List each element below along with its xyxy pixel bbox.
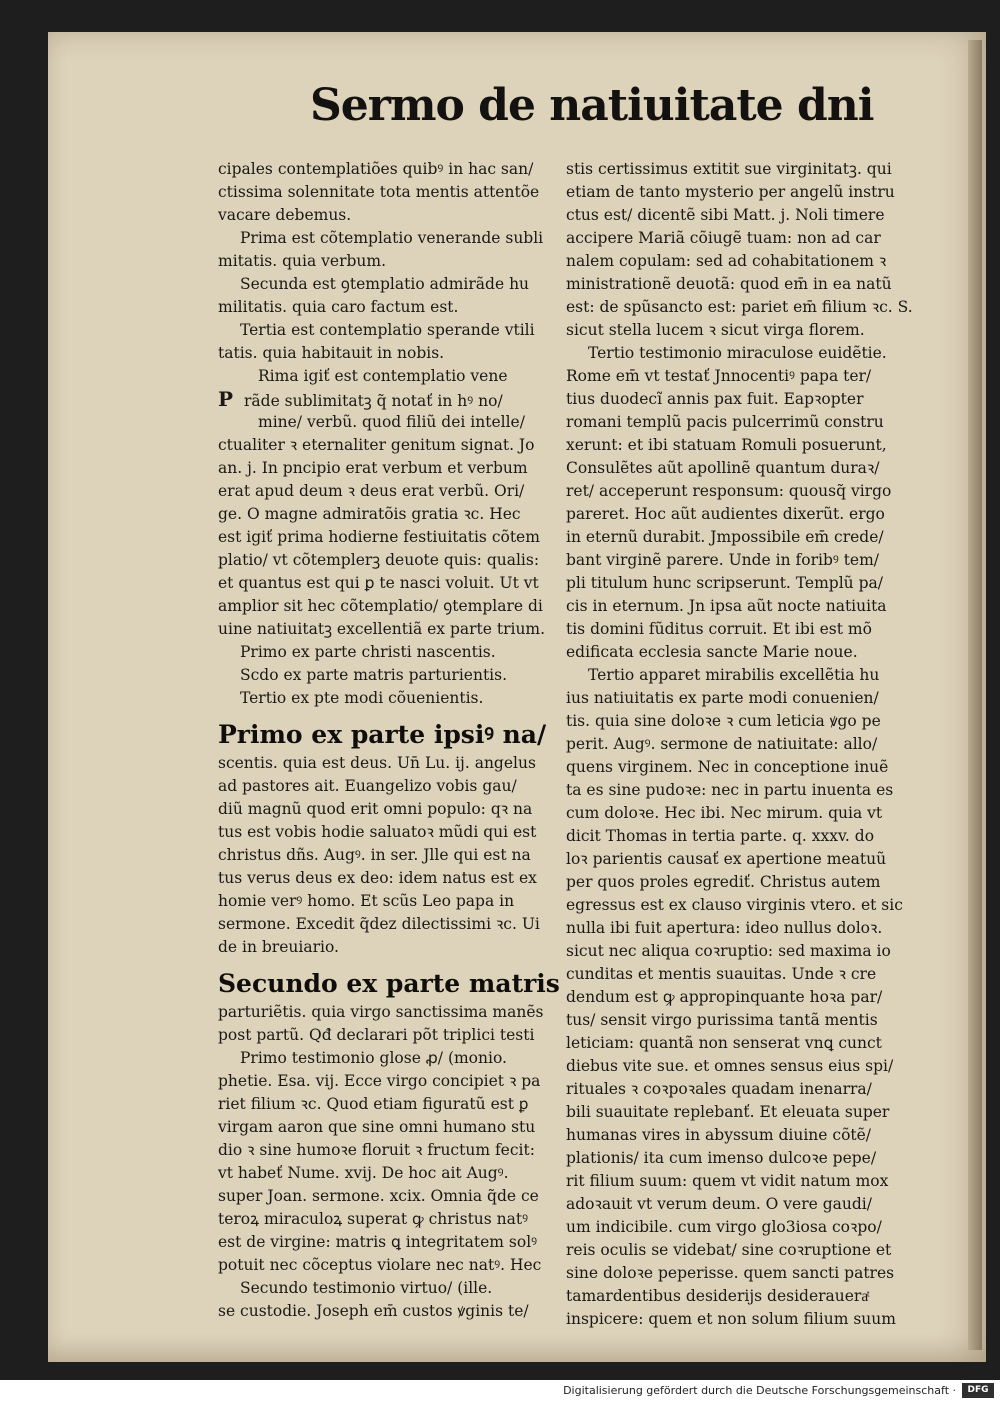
text-line: edificata ecclesia sancte Marie noue. <box>566 643 858 661</box>
text-line: humanas vires in abyssum diuine cõtẽ/ <box>566 1126 872 1144</box>
text-line: cis in eternum. Jn ipsa aũt nocte natiuita <box>566 597 887 615</box>
text-line: quens virginem. Nec in conceptione inuẽ <box>566 758 889 776</box>
text-line: scentis. quia est deus. Un̄ Lu. ij. angelus <box>218 754 536 772</box>
text-line: vt habeť Nume. xvij. De hoc ait Augꝰ. <box>218 1164 509 1182</box>
initial-letter: P <box>218 387 234 411</box>
text-line: Tertio ex pte modi cõuenientis. <box>240 689 484 707</box>
text-line: Prima est cõtemplatio venerande subli <box>240 229 544 247</box>
text-line: tis. quia sine doloꝛe ꝛ cum leticia ꝟgo pe <box>566 712 881 730</box>
text-line: cum doloꝛe. Hec ibi. Nec mirum. quia vt <box>566 804 883 822</box>
text-line: super Joan. sermone. xcix. Omnia q̃de ce <box>218 1187 539 1205</box>
text-line: bili suauitate replebanť. Et eleuata super <box>566 1103 890 1121</box>
text-line: in eternũ durabit. Jmpossibile em̄ crede/ <box>566 528 884 546</box>
text-line: um indicibile. cum virgo glo3iosa coꝛpo/ <box>566 1218 882 1236</box>
text-line: rituales ꝛ coꝛpoꝛales quadam inenarra/ <box>566 1080 872 1098</box>
text-line: tatis. quia habitauit in nobis. <box>218 344 445 362</box>
running-head: Sermo de natiuitate dni <box>310 80 874 131</box>
text-line: romani templũ pacis pulcerrimũ constru <box>566 413 884 431</box>
text-line: mitatis. quia verbum. <box>218 252 387 270</box>
text-line: bant virginẽ parere. Unde in foribꝰ tem/ <box>566 551 880 569</box>
text-line: tius duodecĩ annis pax fuit. Eapꝛopter <box>566 390 864 408</box>
text-line: sine doloꝛe peperisse. quem sancti patres <box>566 1264 895 1282</box>
text-line: cunditas et mentis suauitas. Unde ꝛ cre <box>566 965 877 983</box>
text-line: dicit Thomas in tertia parte. q. xxxv. do <box>566 827 875 845</box>
text-line: tus verus deus ex deo: idem natus est ex <box>218 869 537 887</box>
text-line: ad pastores ait. Euangelizo vobis gau/ <box>218 777 517 795</box>
text-line: et quantus est qui ꝑ te nasci voluit. Ut vt <box>218 574 539 592</box>
text-line: ius natiuitatis ex parte modi conuenien/ <box>566 689 879 707</box>
text-line: sicut stella lucem ꝛ sicut virga florem. <box>566 321 865 339</box>
funding-credit: Digitalisierung gefördert durch die Deutsche Forschungsgemeinschaft · <box>563 1384 956 1397</box>
text-line: an. j. In pncipio erat verbum et verbum <box>218 459 528 477</box>
text-line: riet filium ꝛc. Quod etiam figuratũ est ꝑ <box>218 1095 529 1113</box>
text-line: sermone. Excedit q̃dez dilectissimi ꝛc. Ui <box>218 915 540 933</box>
page-edge <box>968 40 982 1350</box>
text-line: est igiť prima hodierne festiuitatis cõtem <box>218 528 540 546</box>
text-line: Secundo testimonio virtuo/ (ille. <box>240 1279 493 1297</box>
text-line <box>218 388 562 411</box>
text-line: tus est vobis hodie saluatoꝛ mũdi qui est <box>218 823 537 841</box>
text-line: stis certissimus extitit sue virginitatꝫ. qui <box>566 160 892 178</box>
text-line: per quos proles egrediť. Christus autem <box>566 873 881 891</box>
text-line: tus/ sensit virgo purissima tantã mentis <box>566 1011 878 1029</box>
text-line: de in breuiario. <box>218 938 339 956</box>
text-line: est: de spũsancto est: pariet em̄ filium ꝛc. S. <box>566 298 913 316</box>
text-line: dio ꝛ sine humoꝛe floruit ꝛ fructum fecit: <box>218 1141 535 1159</box>
text-line: cipales contemplatiões quibꝰ in hac san/ <box>218 160 534 178</box>
text-line: nalem copulam: sed ad cohabitationem ꝛ <box>566 252 887 270</box>
text-line: christus dñs. Augꝰ. in ser. Jlle qui est na <box>218 846 531 864</box>
text-line: ministrationẽ deuotã: quod em̄ in ea natũ <box>566 275 892 293</box>
text-line: rit filium suum: quem vt vidit natum mox <box>566 1172 889 1190</box>
text-line: pli titulum hunc scripserunt. Templũ pa/ <box>566 574 883 592</box>
text-line: pareret. Hoc aũt audientes dixerũt. ergo <box>566 505 885 523</box>
text-line: ge. O magne admiratõis gratia ꝛc. Hec <box>218 505 521 523</box>
text-line: potuit nec cõceptus violare nec natꝰ. Hec <box>218 1256 542 1274</box>
text-line: virgam aaron que sine omni humano stu <box>218 1118 536 1136</box>
text-line: Rima igiť est contemplatio vene <box>258 367 508 385</box>
text-line: accipere Mariã cõiugẽ tuam: non ad car <box>566 229 881 247</box>
text-line: ret/ acceperunt responsum: quousq̃ virgo <box>566 482 892 500</box>
text-line: Tertio testimonio miraculose euidẽtie. <box>588 344 887 362</box>
text-line: sicut nec aliqua coꝛruptio: sed maxima io <box>566 942 891 960</box>
text-line: dendum est ꝙ appropinquante hoꝛa par/ <box>566 988 883 1006</box>
right-text-column <box>566 158 913 1331</box>
text-line: phetie. Esa. vij. Ecce virgo concipiet ꝛ pa <box>218 1072 541 1090</box>
text-line: nulla ibi fuit apertura: ideo nullus doloꝛ. <box>566 919 883 937</box>
text-line: loꝛ parientis causať ex apertione meatuũ <box>566 850 887 868</box>
text-line: xerunt: et ibi statuam Romuli posuerunt, <box>566 436 887 454</box>
text-line: vacare debemus. <box>218 206 352 224</box>
text-line: adoꝛauit vt verum deum. O vere gaudi/ <box>566 1195 872 1213</box>
text-line: Secunda est ꝯtemplatio admirãde hu <box>240 275 530 293</box>
text-line: etiam de tanto mysterio per angelũ instru <box>566 183 895 201</box>
text-line: est de virgine: matris ꝗ integritatem solꝰ <box>218 1233 538 1251</box>
text-line: egressus est ex clauso virginis vtero. et sic <box>566 896 903 914</box>
text-line: platio/ vt cõtemplerꝫ deuote quis: qualis: <box>218 551 540 569</box>
text-line: leticiam: quantã non senserat vnꝗ cunct <box>566 1034 882 1052</box>
text-line: ta es sine pudoꝛe: nec in partu inuenta es <box>566 781 894 799</box>
text-line: diebus vite sue. et omnes sensus eius spi/ <box>566 1057 894 1075</box>
text-line: Scdo ex parte matris parturientis. <box>240 666 508 684</box>
text-line: mine/ verbũ. quod filiũ dei intelle/ <box>258 413 525 431</box>
text-line: plationis/ ita cum imenso dulcoꝛe pepe/ <box>566 1149 877 1167</box>
section-heading: Primo ex parte ipsiꝰ na/ <box>218 720 547 749</box>
left-text-column <box>218 158 562 1323</box>
text-line: Primo testimonio glose ꝓ/ (monio. <box>240 1049 507 1067</box>
text-line: Primo ex parte christi nascentis. <box>240 643 496 661</box>
text-line: homie verꝰ homo. Et scũs Leo papa in <box>218 892 515 910</box>
footer-bar <box>0 1380 1000 1402</box>
text-line: amplior sit hec cõtemplatio/ ꝯtemplare di <box>218 597 543 615</box>
text-line: post partũ. Qđ declarari põt triplici testi <box>218 1026 535 1044</box>
text-line: erat apud deum ꝛ deus erat verbũ. Ori/ <box>218 482 525 500</box>
text-line-content: rãde sublimitatꝫ q̃ notať in hꝰ no/ <box>244 392 503 410</box>
text-line: reis oculis se videbat/ sine coꝛruptione et <box>566 1241 892 1259</box>
text-line: inspicere: quem et non solum filium suum <box>566 1310 896 1328</box>
text-line: Rome em̄ vt testať Jnnocentiꝰ papa ter/ <box>566 367 872 385</box>
text-line: perit. Augꝰ. sermone de natiuitate: allo/ <box>566 735 878 753</box>
text-line: Consulẽtes aũt apollinẽ quantum duraꝛ/ <box>566 459 880 477</box>
text-line: militatis. quia caro factum est. <box>218 298 459 316</box>
text-line: Tertia est contemplatio sperande vtili <box>240 321 535 339</box>
text-line: tis domini fũditus corruit. Et ibi est mõ <box>566 620 872 638</box>
text-line: teroꝝ miraculoꝝ superat ꝙ christus natꝰ <box>218 1210 529 1228</box>
text-line: ctualiter ꝛ eternaliter genitum signat. Jo <box>218 436 535 454</box>
section-heading: Secundo ex parte matris <box>218 969 560 998</box>
text-line: se custodie. Joseph em̄ custos ꝟginis te/ <box>218 1302 529 1320</box>
text-line: diũ magnũ quod erit omni populo: qꝛ na <box>218 800 533 818</box>
text-line: ctissima solennitate tota mentis attentõe <box>218 183 540 201</box>
text-line: Tertio apparet mirabilis excellẽtia hu <box>588 666 880 684</box>
text-line: parturiẽtis. quia virgo sanctissima manẽs <box>218 1003 544 1021</box>
text-line: tamardentibus desiderijs desideraueraͭ <box>566 1287 869 1305</box>
dfg-logo: DFG <box>962 1383 994 1398</box>
text-line: ctus est/ dicentẽ sibi Matt. j. Noli timere <box>566 206 885 224</box>
text-line: uine natiuitatꝫ excellentiã ex parte trium. <box>218 620 546 638</box>
